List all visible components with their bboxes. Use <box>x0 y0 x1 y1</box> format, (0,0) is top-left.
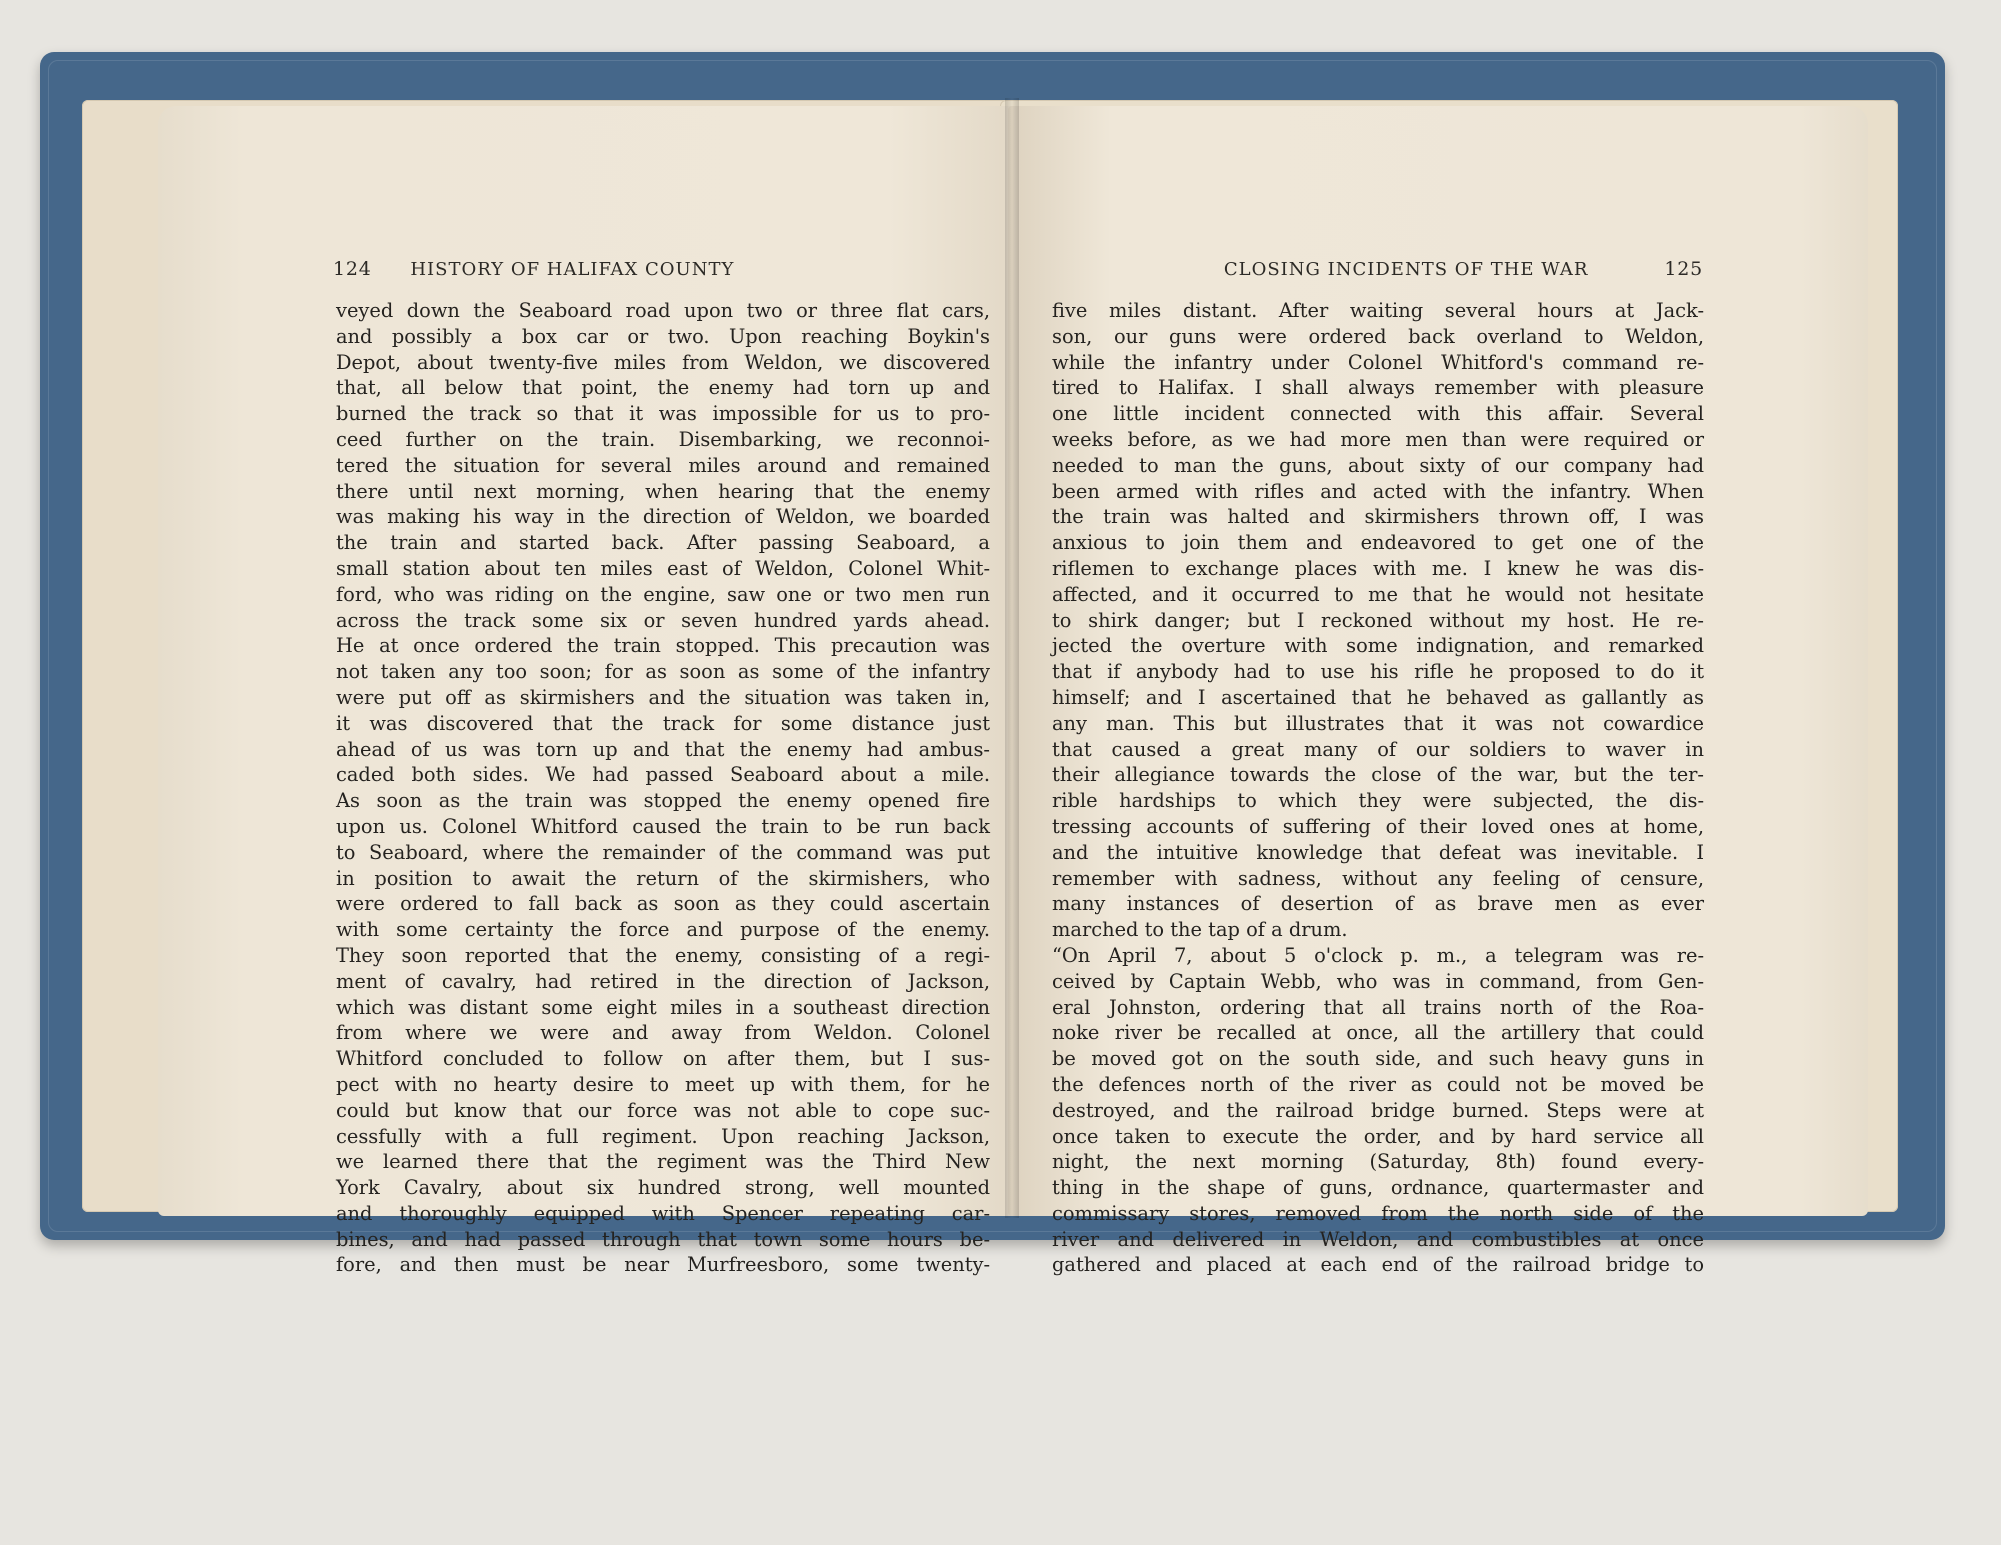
text-line: that, all below that point, the enemy had torn up and <box>336 376 990 400</box>
text-line: cessfully with a full regiment. Upon reaching Jackson, <box>336 1124 990 1148</box>
text-line: river and delivered in Weldon, and combustibles at once <box>1052 1227 1704 1251</box>
text-line: and thoroughly equipped with Spencer repeating car- <box>336 1201 990 1225</box>
text-line: fore, and then must be near Murfreesboro, some twenty- <box>336 1253 990 1277</box>
text-line: tressing accounts of suffering of their loved ones at home, <box>1052 814 1704 838</box>
text-line: many instances of desertion of as brave men as ever <box>1052 892 1704 916</box>
text-line: from where we were and away from Weldon. Colonel <box>336 1021 990 1045</box>
text-line: eral Johnston, ordering that all trains north of the Roa- <box>1052 995 1704 1019</box>
text-line: once taken to execute the order, and by hard service all <box>1052 1124 1704 1148</box>
text-line: tired to Halifax. I shall always remember with pleasure <box>1052 376 1704 400</box>
text-line: As soon as the train was stopped the enemy opened fire <box>336 789 990 813</box>
text-line: were ordered to fall back as soon as they could ascertain <box>336 892 990 916</box>
text-line: commissary stores, removed from the north side of the <box>1052 1201 1704 1225</box>
text-line: Depot, about twenty-five miles from Weldon, we discovered <box>336 350 990 374</box>
text-line: five miles distant. After waiting several hours at Jack- <box>1052 299 1704 322</box>
text-line: the defences north of the river as could not be moved be <box>1052 1072 1704 1096</box>
text-line: jected the overture with some indignation, and remarked <box>1052 634 1704 658</box>
text-line: anxious to join them and endeavored to get one of the <box>1052 531 1704 555</box>
text-line: night, the next morning (Saturday, 8th) found every- <box>1052 1150 1704 1174</box>
text-line: while the infantry under Colonel Whitford's command re- <box>1052 350 1704 374</box>
text-line: any man. This but illustrates that it was not cowardice <box>1052 711 1704 735</box>
text-line: there until next morning, when hearing that the enemy <box>336 479 990 503</box>
text-line: be moved got on the south side, and such heavy guns in <box>1052 1047 1704 1071</box>
text-line: ford, who was riding on the engine, saw one or two men run <box>336 582 990 606</box>
text-line: their allegiance towards the close of the war, but the ter- <box>1052 763 1704 787</box>
text-line: ceed further on the train. Disembarking, we reconnoi- <box>336 427 990 451</box>
left-body-text <box>336 298 990 1278</box>
text-line: veyed down the Seaboard road upon two or three flat cars, <box>336 299 990 322</box>
text-line: needed to man the guns, about sixty of our company had <box>1052 453 1704 477</box>
text-line: been armed with rifles and acted with the infantry. When <box>1052 479 1704 503</box>
text-line: ahead of us was torn up and that the enemy had ambus- <box>336 737 990 761</box>
right-page-number: 125 <box>1664 258 1703 280</box>
text-line: and the intuitive knowledge that defeat was inevitable. I <box>1052 840 1704 864</box>
text-line: one little incident connected with this affair. Several <box>1052 402 1704 426</box>
text-line: burned the track so that it was impossible for us to pro- <box>336 402 990 426</box>
text-line: He at once ordered the train stopped. This precaution was <box>336 634 990 658</box>
text-line: himself; and I ascertained that he behaved as gallantly as <box>1052 685 1704 709</box>
text-line: rible hardships to which they were subjected, the dis- <box>1052 789 1704 813</box>
text-line: caded both sides. We had passed Seaboard about a mile. <box>336 763 990 787</box>
text-line: to shirk danger; but I reckoned without my host. He re- <box>1052 608 1704 632</box>
left-page-number: 124 <box>333 258 372 280</box>
text-line: the train was halted and skirmishers thrown off, I was <box>1052 505 1704 529</box>
text-line: tered the situation for several miles around and remained <box>336 453 990 477</box>
text-line: gathered and placed at each end of the railroad bridge to <box>1052 1253 1704 1277</box>
text-line: ment of cavalry, had retired in the direction of Jackson, <box>336 969 990 993</box>
text-line: bines, and had passed through that town some hours be- <box>336 1227 990 1251</box>
text-line: destroyed, and the railroad bridge burned. Steps were at <box>1052 1098 1704 1122</box>
text-line: “On April 7, about 5 o'clock p. m., a telegram was re- <box>1052 943 1704 967</box>
right-body-text <box>1052 298 1704 1278</box>
text-line: thing in the shape of guns, ordnance, quartermaster and <box>1052 1176 1704 1200</box>
text-line: was making his way in the direction of Weldon, we boarded <box>336 505 990 529</box>
text-line: across the track some six or seven hundred yards ahead. <box>336 608 990 632</box>
text-line: They soon reported that the enemy, consisting of a regi- <box>336 943 990 967</box>
text-line: pect with no hearty desire to meet up with them, for he <box>336 1072 990 1096</box>
text-line: upon us. Colonel Whitford caused the train to be run back <box>336 814 990 838</box>
text-line: with some certainty the force and purpose of the enemy. <box>336 918 990 942</box>
text-line: not taken any too soon; for as soon as some of the infantry <box>336 660 990 684</box>
right-running-title: CLOSING INCIDENTS OF THE WAR <box>1223 259 1589 280</box>
text-line: were put off as skirmishers and the situation was taken in, <box>336 685 990 709</box>
text-line: Whitford concluded to follow on after them, but I sus- <box>336 1047 990 1071</box>
text-line: that if anybody had to use his rifle he proposed to do it <box>1052 660 1704 684</box>
text-line: remember with sadness, without any feeling of censure, <box>1052 866 1704 890</box>
left-running-title: HISTORY OF HALIFAX COUNTY <box>410 259 735 280</box>
text-line: riflemen to exchange places with me. I knew he was dis- <box>1052 556 1704 580</box>
text-line: the train and started back. After passing Seaboard, a <box>336 531 990 555</box>
text-line: noke river be recalled at once, all the artillery that could <box>1052 1021 1704 1045</box>
text-line: could but know that our force was not able to cope suc- <box>336 1098 990 1122</box>
text-line: which was distant some eight miles in a southeast direction <box>336 995 990 1019</box>
text-line: in position to await the return of the skirmishers, who <box>336 866 990 890</box>
text-line: it was discovered that the track for some distance just <box>336 711 990 735</box>
text-line: marched to the tap of a drum. <box>1052 918 1348 942</box>
text-line: we learned there that the regiment was the Third New <box>336 1150 990 1174</box>
text-line: that caused a great many of our soldiers to waver in <box>1052 737 1704 761</box>
text-line: weeks before, as we had more men than were required or <box>1052 427 1704 451</box>
left-running-head <box>333 258 863 284</box>
text-line: son, our guns were ordered back overland to Weldon, <box>1052 324 1704 348</box>
right-running-head <box>1146 258 1703 284</box>
text-line: ceived by Captain Webb, who was in command, from Gen- <box>1052 969 1704 993</box>
text-line: York Cavalry, about six hundred strong, well mounted <box>336 1176 990 1200</box>
text-line: affected, and it occurred to me that he would not hesitate <box>1052 582 1704 606</box>
book-gutter <box>1005 98 1019 1218</box>
text-line: and possibly a box car or two. Upon reaching Boykin's <box>336 324 990 348</box>
text-line: to Seaboard, where the remainder of the command was put <box>336 840 990 864</box>
text-line: small station about ten miles east of Weldon, Colonel Whit- <box>336 556 990 580</box>
